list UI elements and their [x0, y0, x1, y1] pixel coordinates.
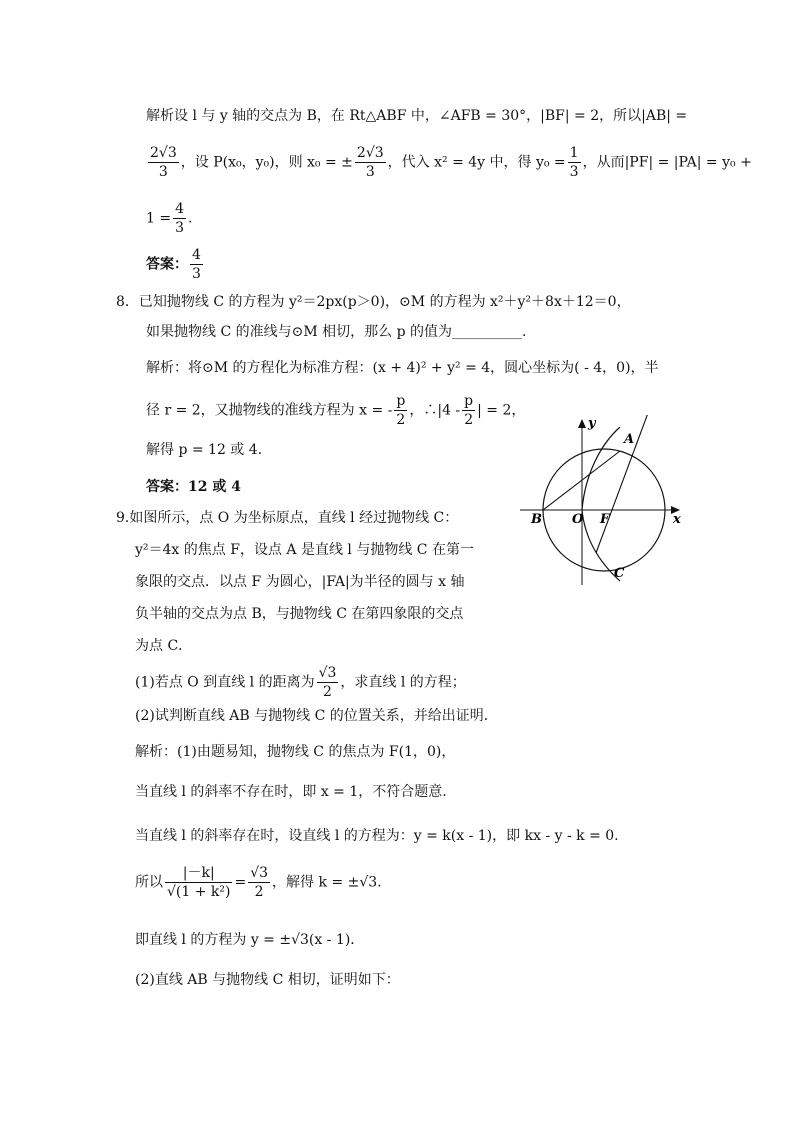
denominator: 3 [192, 266, 201, 282]
denominator: 3 [175, 220, 185, 236]
numerator: |－k| [165, 866, 232, 883]
text: = [234, 874, 247, 891]
fraction [394, 394, 407, 427]
denominator: 2 [464, 412, 474, 428]
text: ，从而|PF| = |PA| = y₀ + [582, 154, 752, 171]
q9-line3: 象限的交点．以点 F 为圆心，|FA|为半径的圆与 x 轴 [135, 574, 465, 590]
fraction [317, 666, 339, 699]
q7-analysis-line1: 解析设 l 与 y 轴的交点为 B，在 Rt△ABF 中，∠AFB = 30°，|BF| = 2，所以|AB| = [146, 108, 688, 124]
y-axis-arrow [578, 419, 586, 428]
label-a: A [624, 432, 635, 447]
denominator: 2 [396, 412, 406, 428]
text: 1 = [146, 210, 172, 227]
line-l [596, 415, 648, 553]
q9-solution-line3: 当直线 l 的斜率存在时，设直线 l 的方程为：y = k(x - 1)，即 kx - y - k = 0. [135, 828, 619, 844]
fraction [355, 146, 386, 179]
denominator: 2 [254, 884, 264, 900]
q7-answer [146, 248, 205, 281]
label-y: y [588, 416, 596, 431]
q9-sub1 [135, 666, 466, 699]
q9-solution-line5: 即直线 l 的方程为 y = ±√3(x - 1)． [135, 932, 365, 948]
text: ，解得 k = ±√3. [272, 874, 382, 891]
fraction [462, 394, 475, 427]
numerator: √3 [318, 665, 337, 681]
fraction [568, 146, 581, 179]
q8-answer: 答案：12 或 4 [146, 479, 241, 495]
q9-solution-line6: (2)直线 AB 与抛物线 C 相切，证明如下： [135, 972, 400, 988]
q8-line2: 如果抛物线 C 的准线与⊙M 相切，那么 p 的值为__________． [146, 324, 536, 340]
text: 所以 [135, 874, 163, 891]
q9-line1: 9.如图所示，点 O 为坐标原点，直线 l 经过抛物线 C： [116, 510, 459, 526]
q9-line2: y²＝4x 的焦点 F，设点 A 是直线 l 与抛物线 C 在第一 [135, 542, 474, 558]
text: ，求直线 l 的方程； [340, 674, 466, 691]
numerator: 4 [192, 247, 201, 263]
fraction [190, 248, 203, 281]
denominator: 3 [569, 164, 579, 180]
text: | = 2， [477, 402, 526, 419]
text: ，∴|4 - [409, 402, 461, 419]
q9-line5: 为点 C． [135, 638, 193, 654]
denominator: √(1 + k²) [167, 884, 231, 900]
fraction [173, 202, 186, 235]
text: ，代入 x² = 4y 中，得 y₀ = [387, 154, 566, 171]
q8-line1: 8．已知抛物线 C 的方程为 y²＝2px(p＞0)，⊙M 的方程为 x²＋y²＋8x＋12＝0， [116, 294, 631, 310]
numerator: 2√3 [356, 145, 384, 161]
text: . [188, 210, 193, 227]
denominator: 3 [158, 164, 168, 180]
numerator: p [464, 393, 474, 409]
denominator: 2 [323, 684, 332, 700]
q9-line4: 负半轴的交点为点 B，与抛物线 C 在第四象限的交点 [135, 606, 464, 622]
text: 径 r = 2，又抛物线的准线方程为 x = - [146, 402, 393, 419]
numerator: √3 [250, 865, 269, 881]
fraction [248, 866, 270, 899]
fraction [165, 866, 232, 899]
answer-label: 答案： [146, 256, 188, 273]
numerator: 2√3 [150, 145, 177, 161]
numerator: p [396, 393, 406, 409]
numerator: 4 [175, 201, 185, 217]
q9-solution-line1: 解析：(1)由题易知，抛物线 C 的焦点为 F(1，0)， [135, 744, 456, 760]
q9-solution-line2: 当直线 l 的斜率不存在时，即 x = 1，不符合题意. [135, 784, 447, 800]
q9-solution-line4 [135, 866, 382, 899]
q8-analysis-line2 [146, 394, 525, 427]
label-b: B [531, 512, 542, 527]
q8-analysis-line3: 解得 p = 12 或 4. [146, 442, 263, 458]
numerator: 1 [569, 145, 579, 161]
parabola-circle-figure [520, 415, 690, 585]
q7-analysis-line2 [146, 146, 752, 179]
text: ，设 P(x₀，y₀)，则 x₀ = ± [180, 154, 353, 171]
label-x: x [673, 512, 681, 527]
fraction [148, 146, 179, 179]
q8-analysis-line1: 解析：将⊙M 的方程化为标准方程：(x + 4)² + y² = 4，圆心坐标为( - 4，0)，半 [146, 360, 659, 376]
label-f: F [600, 512, 610, 527]
label-o: O [572, 512, 584, 527]
q9-sub2: (2)试判断直线 AB 与抛物线 C 的位置关系，并给出证明． [135, 708, 498, 724]
label-c: C [614, 566, 625, 581]
denominator: 3 [365, 164, 375, 180]
text: (1)若点 O 到直线 l 的距离为 [135, 674, 315, 691]
q7-analysis-line3 [146, 202, 192, 235]
